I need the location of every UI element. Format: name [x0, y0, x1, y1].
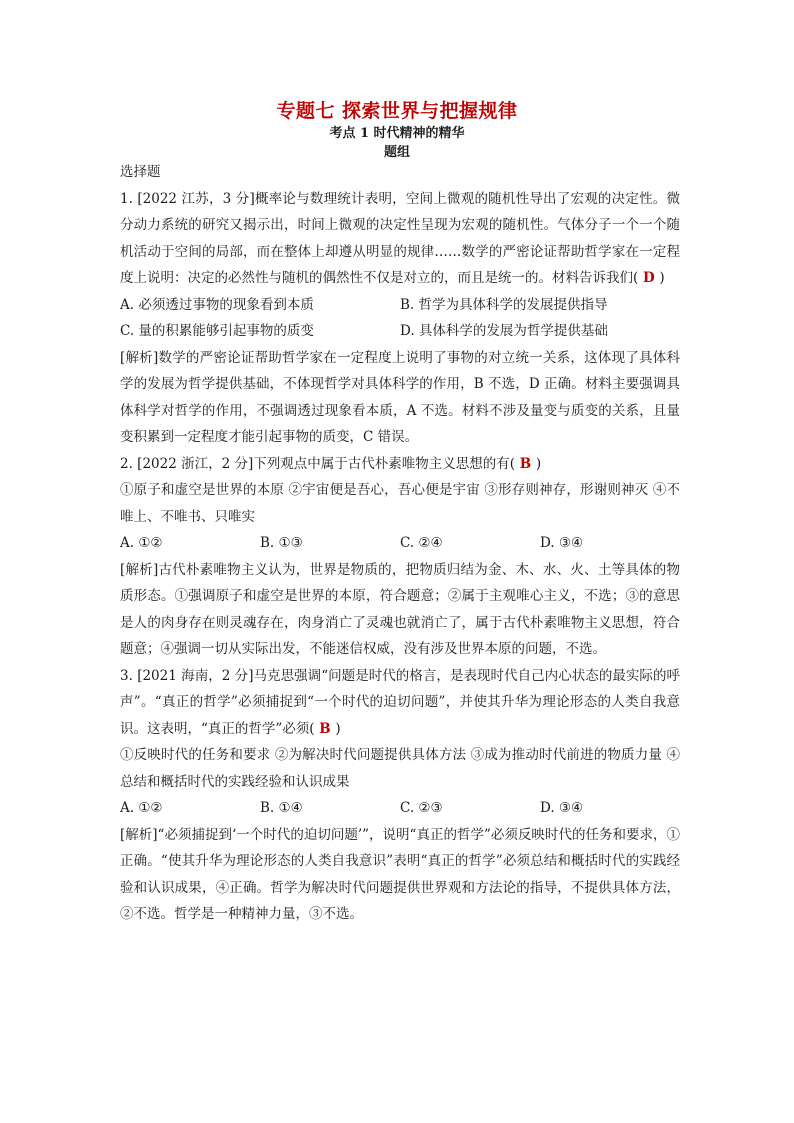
question-1-options-row-1: [120, 292, 680, 319]
question-3-explanation: [解析]“必须捕捉到‘一个时代的迫切问题’”，说明“真正的哲学”必须反映时代的任务和要求，①正确。“使其升华为理论形态的人类自我意识”表明“真正的哲学”必须总结和概括时代的实践经验和认识成果，④正确。哲学为解决时代问题提供世界观和方法论的指导，不提供具体方法，②不选。哲学是一种精神力量，③不选。: [120, 826, 680, 922]
question-1-source: 1. [2022 江苏，3 分]: [120, 190, 255, 207]
question-1-close: ): [659, 270, 665, 286]
question-1-option-b: B. 哲学为具体科学的发展提供指导: [400, 296, 608, 313]
question-2-close: ): [535, 455, 542, 472]
question-2-answer: B: [515, 455, 536, 472]
question-3-option-d: D. ③④: [540, 800, 584, 816]
question-2-explanation: [解析]古代朴素唯物主义认为，世界是物质的，把物质归结为金、木、水、火、土等具体的物质形态。①强调原子和虚空是世界的本原，符合题意；②属于主观唯心主义，不选；③的意思是人的肉身存在则灵魂存在，肉身消亡了灵魂也就消亡了，属于古代朴素唯物主义思想，符合题意；④强调一切从实际出发，不能迷信权威，没有涉及世界本原的问题，不选。: [120, 561, 680, 657]
question-1-answer: D: [638, 270, 660, 286]
question-2-option-d: D. ③④: [540, 535, 584, 551]
question-1-explanation: [解析]数学的严密论证帮助哲学家在一定程度上说明了事物的对立统一关系，这体现了具体科学的发展为哲学提供基础，不体现哲学对具体科学的作用，B 不选，D 正确。材料主要强调具体科学对哲学的作用，不强调透过现象看本质，A 不选。材料不涉及量变与质变的关系，且量变积累到一定程度才能引起事物的质变，C 错误。: [120, 349, 680, 445]
page-title: 专题七 探索世界与把握规律: [276, 100, 518, 122]
question-1-option-d: D. 具体科学的发展为哲学提供基础: [400, 323, 608, 339]
question-3-close: ): [335, 720, 341, 737]
question-3-text: 马克思强调“问题是时代的格言，是表现时代自己内心状态的最实际的呼声”。“真正的哲学”必须捕捉到“一个时代的迫切问题”，并使其升华为理论形态的人类自我意识。这表明，“真正的哲学”必须(: [120, 667, 681, 737]
question-1-option-c: C. 量的积累能够引起事物的质变: [120, 323, 314, 339]
question-2-option-c: C. ②④: [400, 535, 443, 551]
question-1-stem: [120, 186, 680, 292]
question-3-option-c: C. ②③: [400, 800, 443, 816]
question-3-stem: [120, 663, 680, 743]
section-label: 选择题: [120, 164, 161, 180]
question-1-options-row-2: [120, 318, 680, 345]
question-3-answer: B: [314, 720, 336, 737]
question-1-text: 概率论与数理统计表明，空间上微观的随机性导出了宏观的决定性。微分动力系统的研究又揭示出，时间上微观的决定性呈现为宏观的随机性。气体分子一个一个随机活动于空间的局部，而在整体上却遵从明显的规律……数学的严密论证帮助哲学家在一定程度上说明：决定的必然性与随机的偶然性不仅是对立的，而且是统一的。材料告诉我们(: [120, 190, 681, 286]
question-3-options: [120, 795, 680, 822]
group-heading: 题组: [383, 145, 410, 160]
question-1-option-a: A. 必须透过事物的现象看到本质: [120, 296, 314, 313]
question-3-option-b: B. ①④: [260, 800, 303, 816]
question-3-source: 3. [2021 海南，2 分]: [120, 667, 254, 684]
question-2-source: 2. [2022 浙江，2 分]: [120, 455, 254, 472]
question-2-option-a: A. ①②: [120, 535, 163, 551]
question-3-items: ①反映时代的任务和要求 ②为解决时代问题提供具体方法 ③成为推动时代前进的物质力量 ④总结和概括时代的实践经验和认识成果: [120, 747, 680, 790]
question-2-items: ①原子和虚空是世界的本原 ②宇宙便是吾心，吾心便是宇宙 ③形存则神存，形谢则神灭 ④不唯上、不唯书、只唯实: [120, 482, 680, 525]
page-subtitle: 考点 1 时代精神的精华: [329, 126, 465, 141]
question-2-option-b: B. ①③: [260, 535, 303, 551]
question-3-option-a: A. ①②: [120, 800, 163, 816]
content-body: [120, 159, 680, 928]
question-2-stem: [120, 451, 680, 478]
question-2-options: [120, 530, 680, 557]
question-2-text: 下列观点中属于古代朴素唯物主义思想的有(: [253, 455, 516, 472]
